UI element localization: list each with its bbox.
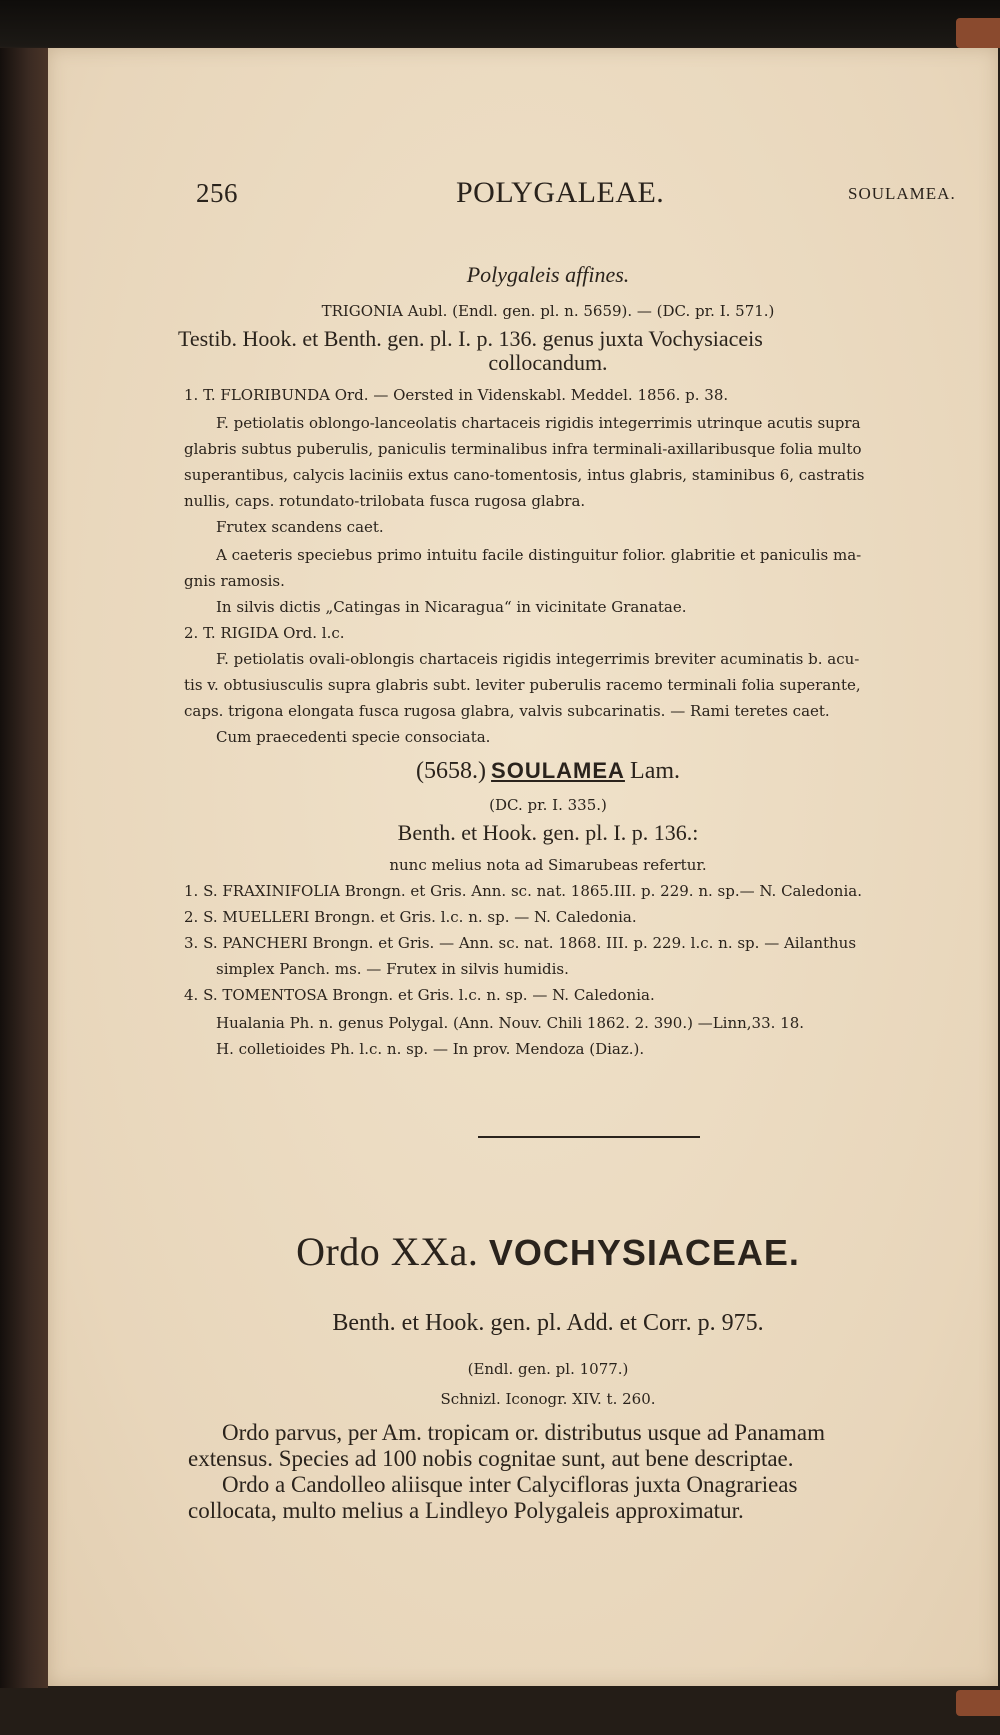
species-entry: 1. S. FRAXINIFOLIA Brongn. et Gris. Ann. sc. nat. 1865.III. p. 229. n. sp.— N. Caledonia. <box>184 882 862 900</box>
genus-author: Lam. <box>630 758 681 784</box>
book-edge-bottom <box>956 1690 1000 1716</box>
ordo-schnizl-reference: Schnizl. Iconogr. XIV. t. 260. <box>440 1390 656 1408</box>
ordo-paragraph-line: Ordo parvus, per Am. tropicam or. distributus usque ad Panamam <box>222 1420 826 1445</box>
dc-reference: (DC. pr. I. 335.) <box>489 796 607 814</box>
ordo-endl-reference: (Endl. gen. pl. 1077.) <box>467 1360 629 1378</box>
species-description-line: nullis, caps. rotundato-trilobata fusca rugosa glabra. <box>184 492 586 510</box>
species-entry: 2. S. MUELLERI Brongn. et Gris. l.c. n. sp. — N. Caledonia. <box>184 908 637 926</box>
genus-number: (5658.) <box>415 758 486 784</box>
ordo-paragraph-line: collocata, multo melius a Lindleyo Polygaleis approximatur. <box>188 1498 744 1523</box>
species-entry: 4. S. TOMENTOSA Brongn. et Gris. l.c. n. sp. — N. Caledonia. <box>184 986 655 1004</box>
species-note-line: gnis ramosis. <box>184 572 285 590</box>
ordo-benth-reference: Benth. et Hook. gen. pl. Add. et Corr. p. 975. <box>332 1310 764 1336</box>
genus-name: SOULAMEA <box>491 758 625 783</box>
trigonia-genus-line: TRIGONIA Aubl. (Endl. gen. pl. n. 5659). — (DC. pr. I. 571.) <box>321 302 775 320</box>
section-divider <box>478 1136 700 1138</box>
species-description-line: F. petiolatis ovali-oblongis chartaceis rigidis integerrimis breviter acuminatis b. acu- <box>216 650 860 668</box>
species-title: 2. T. RIGIDA Ord. l.c. <box>184 624 345 642</box>
testib-line-2: collocandum. <box>488 350 608 375</box>
book-edge-top <box>956 18 1000 48</box>
species-description-line: tis v. obtusiusculis supra glabris subt. leviter puberulis racemo terminali folia superante, <box>184 676 861 694</box>
ordo-paragraph-line: extensus. Species ad 100 nobis cognitae sunt, aut bene descriptae. <box>188 1446 794 1471</box>
ordo-paragraph-line: Ordo a Candolleo aliisque inter Calycifloras juxta Onagrarieas <box>222 1472 798 1497</box>
ordo-prefix: Ordo XXa. <box>296 1229 479 1274</box>
genus-note: nunc melius nota ad Simarubeas refertur. <box>389 856 707 874</box>
species-description-line: caps. trigona elongata fusca rugosa glabra, valvis subcarinatis. — Rami teretes caet. <box>184 702 830 720</box>
page-title: POLYGALEAE. <box>456 176 665 209</box>
species-description-line: F. petiolatis oblongo-lanceolatis chartaceis rigidis integerrimis utrinque acutis supra <box>216 414 861 432</box>
benth-reference: Benth. et Hook. gen. pl. I. p. 136.: <box>397 820 699 845</box>
ordo-name: VOCHYSIACEAE. <box>488 1232 800 1273</box>
hualania-line: H. colletioides Ph. l.c. n. sp. — In prov. Mendoza (Diaz.). <box>216 1040 645 1058</box>
testib-line-1: Testib. Hook. et Benth. gen. pl. I. p. 136. genus juxta Vochysiaceis <box>178 326 763 351</box>
species-title: 1. T. FLORIBUNDA Ord. — Oersted in Videnskabl. Meddel. 1856. p. 38. <box>184 386 729 404</box>
hualania-line: Hualania Ph. n. genus Polygal. (Ann. Nouv. Chili 1862. 2. 390.) —Linn,33. 18. <box>216 1014 805 1032</box>
book-page <box>48 48 998 1686</box>
section-heading: Polygaleis affines. <box>466 262 630 287</box>
genus-heading <box>48 758 1000 785</box>
ordo-heading <box>48 1228 1000 1275</box>
page-number: 256 <box>196 178 238 208</box>
species-note: Cum praecedenti specie consociata. <box>216 728 491 746</box>
species-entry: 3. S. PANCHERI Brongn. et Gris. — Ann. sc. nat. 1868. III. p. 229. l.c. n. sp. — Ailanthus <box>184 934 857 952</box>
book-spine <box>0 48 48 1688</box>
species-description-line: glabris subtus puberulis, paniculis terminalibus infra terminali-axillaribusque folia multo <box>184 440 862 458</box>
species-locality: In silvis dictis „Catingas in Nicaragua“ in vicinitate Granatae. <box>216 598 687 616</box>
species-habit: Frutex scandens caet. <box>216 518 384 536</box>
species-description-line: superantibus, calycis laciniis extus cano-tomentosis, intus glabris, staminibus 6, castratis <box>184 466 865 484</box>
species-entry: simplex Panch. ms. — Frutex in silvis humidis. <box>216 960 569 978</box>
species-note-line: A caeteris speciebus primo intuitu facile distinguitur folior. glabritie et paniculis ma- <box>216 546 862 564</box>
running-head: SOULAMEA. <box>848 184 956 203</box>
